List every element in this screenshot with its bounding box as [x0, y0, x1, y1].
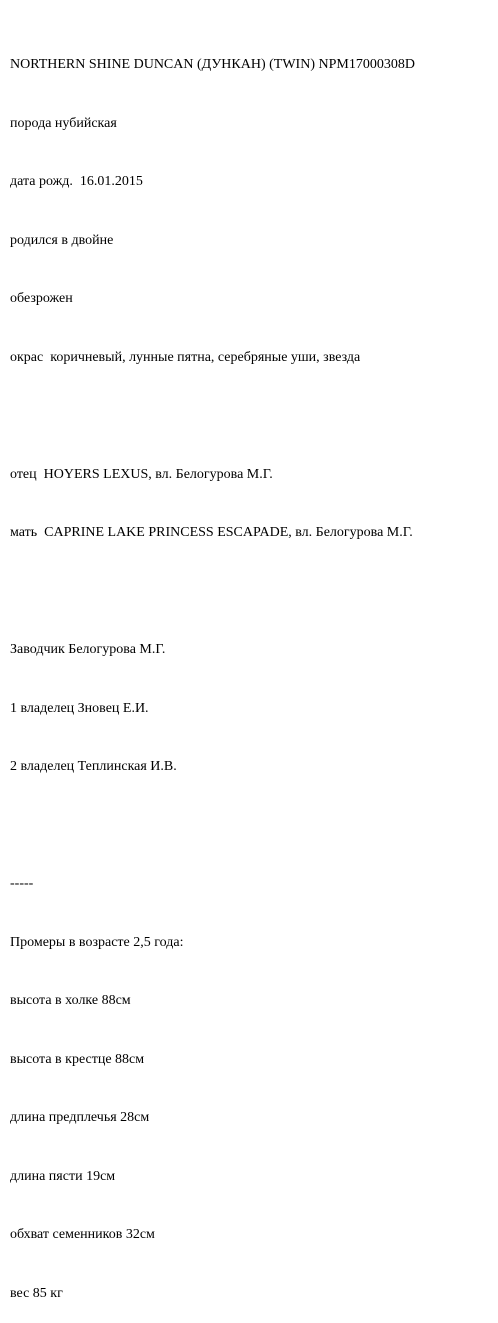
blank-line [10, 582, 494, 602]
owner-2-line: 2 владелец Теплинская И.В. [10, 759, 177, 774]
birth-date-line: дата рожд. 16.01.2015 [10, 174, 143, 189]
blank-line [10, 406, 494, 426]
forearm-length-line: длина предплечья 28см [10, 1110, 150, 1125]
weight-line: вес 85 кг [10, 1285, 63, 1301]
mother-line: мать CAPRINE LAKE PRINCESS ESCAPADE, вл. Белогурова М.Г. [10, 525, 413, 540]
color-line: окрас коричневый, лунные пятна, серебряные уши, звезда [10, 349, 361, 365]
blank-line [10, 816, 494, 836]
measures-title: Промеры в возрасте 2,5 года: [10, 934, 184, 950]
breeder-line: Заводчик Белогурова М.Г. [10, 642, 166, 657]
animal-title: NORTHERN SHINE DUNCAN (ДУНКАН) (TWIN) NPM17000308D [10, 57, 415, 72]
birth-type-line: родился в двойне [10, 232, 114, 248]
horns-line: обезрожен [10, 291, 73, 306]
owner-1-line: 1 владелец Зновец Е.И. [10, 700, 149, 716]
pastern-length-line: длина пясти 19см [10, 1168, 116, 1184]
breed-line: порода нубийская [10, 115, 117, 131]
height-withers-line: высота в холке 88см [10, 993, 131, 1008]
separator-line: ----- [10, 876, 34, 891]
height-sacrum-line: высота в крестце 88см [10, 1051, 145, 1067]
father-line: отец HOYERS LEXUS, вл. Белогурова М.Г. [10, 466, 273, 482]
testes-girth-line: обхват семенников 32см [10, 1227, 155, 1242]
document-body [10, 16, 494, 1323]
